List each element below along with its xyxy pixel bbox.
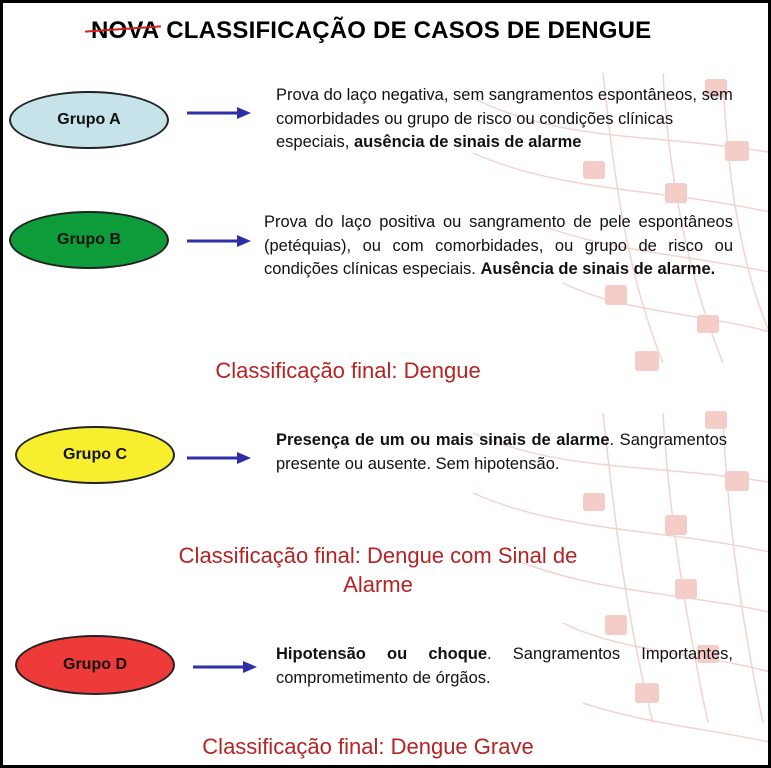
group-a-oval	[9, 91, 169, 149]
group-c-label: Grupo C	[63, 446, 127, 463]
struck-word: NOVA	[91, 17, 160, 44]
final-classification-severe: Classificação final: Dengue Grave	[202, 734, 534, 759]
group-b-oval	[9, 211, 169, 269]
arrow-icon	[187, 235, 251, 247]
page-title	[91, 17, 651, 45]
group-a-label: Grupo A	[57, 111, 121, 128]
arrow-icon	[193, 661, 257, 673]
group-c-description	[276, 429, 727, 476]
group-a-description	[276, 84, 734, 155]
group-a-desc-text: Prova do laço negativa, sem sangramentos espontâneos, sem comorbidades ou grupo de risco ou condições clínicas especiais,	[276, 86, 733, 151]
final-classification-alarm: Classificação final: Dengue com Sinal de Alarme	[178, 543, 578, 597]
group-a-desc-bold: ausência de sinais de alarme	[353, 133, 582, 151]
group-d-label: Grupo D	[63, 656, 127, 673]
group-b-desc-text: Prova do laço positiva ou sangramento de pele espontâneos (petéquias), ou com comorbidades, ou grupo de risco ou condições clínicas especiais.	[264, 213, 733, 278]
group-c-desc-bold: Presença de um ou mais sinais de alarme	[276, 431, 610, 449]
group-d-desc-bold: Hipotensão ou choque	[276, 645, 488, 663]
arrow-icon	[187, 452, 251, 464]
group-d-oval	[15, 635, 175, 695]
group-c-desc-text: . Sangramentos presente ou ausente. Sem hipotensão.	[276, 431, 728, 473]
group-d-description	[276, 643, 733, 690]
arrow-icon	[187, 107, 251, 119]
group-b-description	[264, 211, 733, 282]
title-text: CLASSIFICAÇÃO DE CASOS DE DENGUE	[166, 17, 652, 44]
final-classification-dengue: Classificação final: Dengue	[215, 358, 481, 383]
group-b-desc-bold: Ausência de sinais de alarme.	[480, 260, 716, 278]
group-b-label: Grupo B	[57, 231, 121, 248]
group-c-oval	[15, 426, 175, 484]
group-d-desc-text: . Sangramentos Importantes, comprometimento de órgãos.	[276, 645, 733, 687]
